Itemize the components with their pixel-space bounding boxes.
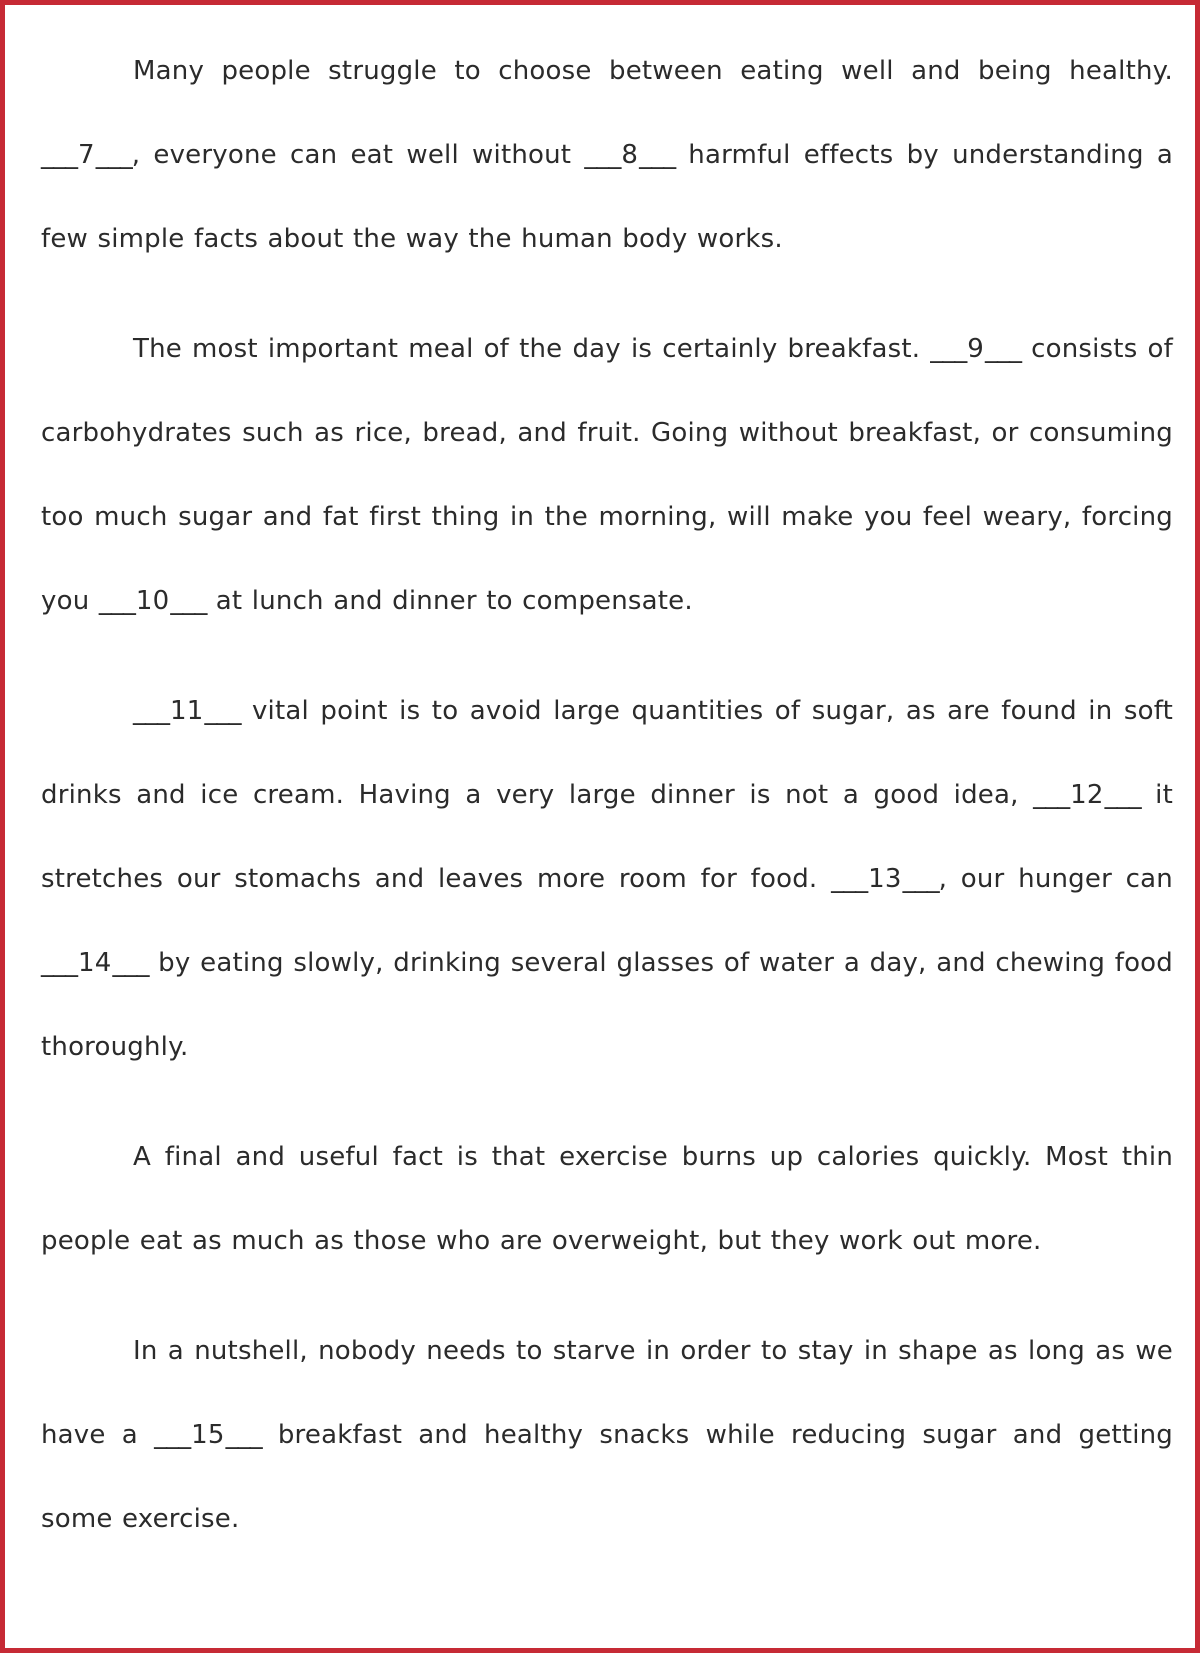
- passage-text: Many people struggle to choose between eating well and being healthy.: [133, 56, 1173, 86]
- passage-text: , everyone can eat well without: [131, 140, 585, 170]
- blank-underline: ___: [831, 864, 868, 894]
- paragraph: [41, 307, 1173, 643]
- blank-underline: ___: [930, 334, 967, 364]
- blank-number: 15: [191, 1420, 225, 1450]
- answer-blank: [99, 586, 206, 616]
- passage-text: breakfast and healthy snacks while reducing sugar and getting some exercise.: [41, 1420, 1173, 1534]
- answer-blank: [133, 696, 240, 726]
- blank-underline: ___: [584, 140, 621, 170]
- blank-underline: ___: [41, 948, 77, 978]
- blank-underline: ___: [639, 140, 676, 170]
- passage-text: harmful effects by understanding a few simple facts about the way the human body works.: [41, 140, 1173, 254]
- passage-text: In a nutshell, nobody needs to starve in order to stay in shape as long as we have a: [41, 1336, 1173, 1450]
- blank-number: 13: [868, 864, 902, 894]
- passage-text: , our hunger can: [938, 864, 1173, 894]
- paragraph: [41, 29, 1173, 281]
- blank-underline: ___: [95, 140, 132, 170]
- passage-text: at lunch and dinner to compensate.: [206, 586, 693, 616]
- answer-blank: [584, 140, 675, 170]
- answer-blank: [41, 140, 132, 170]
- blank-underline: ___: [133, 696, 169, 726]
- blank-underline: ___: [204, 696, 241, 726]
- passage-text: by eating slowly, drinking several glasses of water a day, and chewing food thoroughly.: [41, 948, 1173, 1062]
- blank-underline: ___: [41, 140, 77, 170]
- answer-blank: [1033, 780, 1140, 810]
- passage-text: The most important meal of the day is certainly breakfast.: [133, 334, 931, 364]
- blank-number: 14: [78, 948, 112, 978]
- passage-text: vital point is to avoid large quantities of sugar, as are found in soft drinks and ice cream. Having a very large dinner is not a good idea,: [41, 696, 1173, 810]
- blank-underline: ___: [1033, 780, 1070, 810]
- blank-underline: ___: [225, 1420, 262, 1450]
- blank-underline: ___: [98, 586, 135, 616]
- passage-text: consists of carbohydrates such as rice, bread, and fruit. Going without breakfast, or consuming too much sugar and fat first thing in the morning, will make you feel weary, forcing you: [41, 334, 1173, 616]
- answer-blank: [154, 1420, 261, 1450]
- blank-underline: ___: [154, 1420, 191, 1450]
- answer-blank: [831, 864, 938, 894]
- answer-blank: [41, 948, 148, 978]
- blank-number: 8: [621, 140, 639, 170]
- blank-number: 9: [967, 334, 985, 364]
- paragraph: [41, 669, 1173, 1089]
- passage: [41, 29, 1173, 1561]
- answer-blank: [930, 334, 1021, 364]
- blank-underline: ___: [112, 948, 149, 978]
- blank-underline: ___: [902, 864, 939, 894]
- paragraph: [41, 1309, 1173, 1561]
- blank-underline: ___: [170, 586, 207, 616]
- blank-number: 12: [1070, 780, 1104, 810]
- blank-number: 11: [170, 696, 204, 726]
- blank-underline: ___: [1104, 780, 1141, 810]
- blank-number: 7: [78, 140, 95, 170]
- paragraph: [41, 1115, 1173, 1283]
- passage-text: it stretches our stomachs and leaves more room for food.: [41, 780, 1173, 894]
- blank-number: 10: [135, 586, 170, 616]
- blank-underline: ___: [985, 334, 1022, 364]
- passage-text: A final and useful fact is that exercise burns up calories quickly. Most thin people eat as much as those who are overweight, but they work out more.: [41, 1142, 1173, 1256]
